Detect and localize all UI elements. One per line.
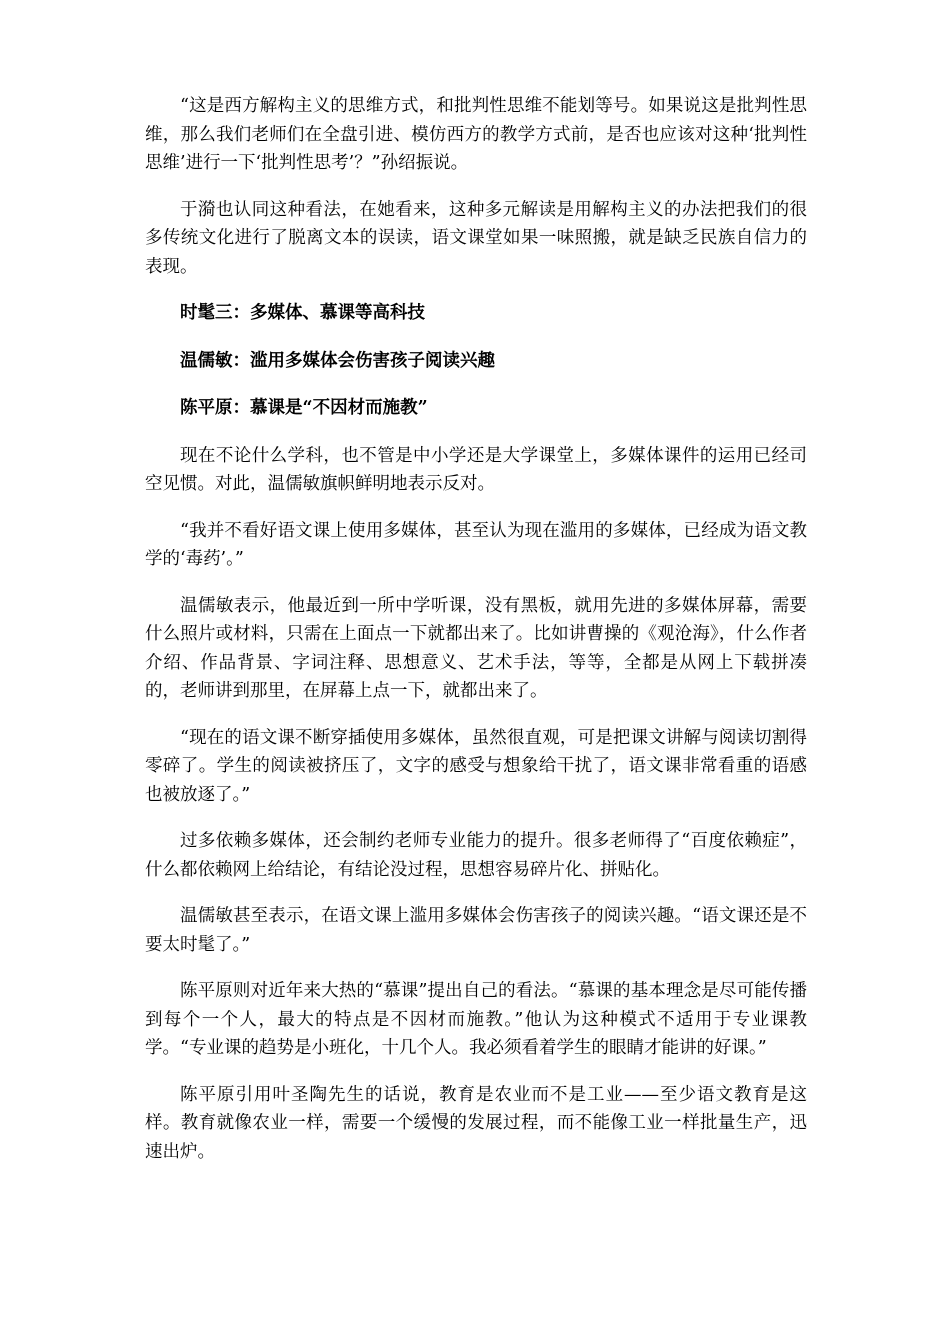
paragraph: 温儒敏甚至表示，在语文课上滥用多媒体会伤害孩子的阅读兴趣。“语文课还是不要太时髦了。” [145, 906, 807, 955]
paragraph: 于漪也认同这种看法，在她看来，这种多元解读是用解构主义的办法把我们的很多传统文化进行了脱离文本的误读，语文课堂如果一味照搬，就是缺乏民族自信力的表现。 [145, 199, 807, 277]
paragraph: 陈平原则对近年来大热的“慕课”提出自己的看法。“慕课的基本理念是尽可能传播到每个一个人，最大的特点是不因材而施教。”他认为这种模式不适用于专业课教学。“专业课的趋势是小班化，十几个人。我必须看着学生的眼睛才能讲的好课。” [145, 981, 807, 1058]
paragraph: 现在不论什么学科，也不管是中小学还是大学课堂上，多媒体课件的运用已经司空见惯。对此，温儒敏旗帜鲜明地表示反对。 [145, 445, 807, 494]
section-subheading: 温儒敏：滥用多媒体会伤害孩子阅读兴趣 [180, 350, 495, 371]
paragraph: 过多依赖多媒体，还会制约老师专业能力的提升。很多老师得了“百度依赖症”，什么都依赖网上给结论，有结论没过程，思想容易碎片化、拼贴化。 [145, 831, 807, 880]
paragraph: 温儒敏表示，他最近到一所中学听课，没有黑板，就用先进的多媒体屏幕，需要什么照片或材料，只需在上面点一下就都出来了。比如讲曹操的《观沧海》，什么作者介绍、作品背景、字词注释、思想意义、艺术手法，等等，全都是从网上下载拼凑的，老师讲到那里，在屏幕上点一下，就都出来了。 [145, 595, 807, 701]
section-subheading: 陈平原：慕课是“不因材而施教” [180, 398, 428, 418]
paragraph: “我并不看好语文课上使用多媒体，甚至认为现在滥用的多媒体，已经成为语文教学的‘毒药’。” [145, 520, 807, 569]
paragraph: “这是西方解构主义的思维方式，和批判性思维不能划等号。如果说这是批判性思维，那么我们老师们在全盘引进、模仿西方的教学方式前，是否也应该对这种‘批判性思维’进行一下‘批判性思考’？”孙绍振说。 [145, 96, 807, 173]
paragraph: 陈平原引用叶圣陶先生的话说，教育是农业而不是工业——至少语文教育是这样。教育就像农业一样，需要一个缓慢的发展过程，而不能像工业一样批量生产，迅速出炉。 [145, 1084, 807, 1162]
document-page [145, 92, 807, 1184]
paragraph: “现在的语文课不断穿插使用多媒体，虽然很直观，可是把课文讲解与阅读切割得零碎了。学生的阅读被挤压了，文字的感受与想象给干扰了，语文课非常看重的语感也被放逐了。” [145, 727, 807, 805]
section-heading: 时髦三：多媒体、慕课等高科技 [180, 303, 425, 323]
